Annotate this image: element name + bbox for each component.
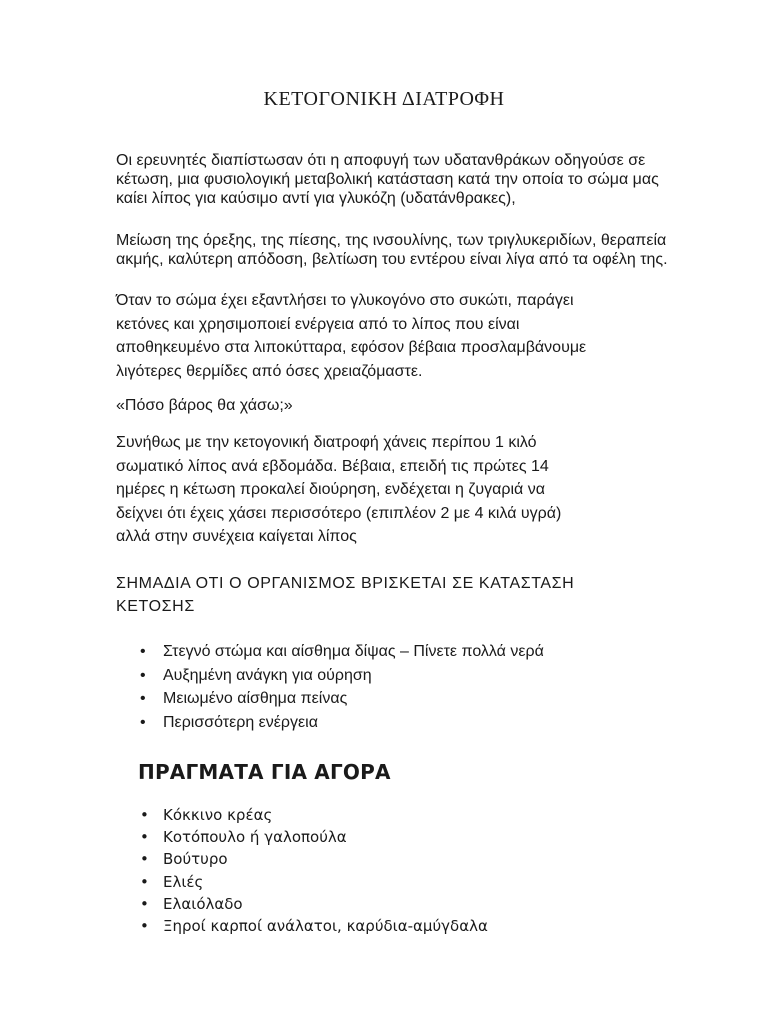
- heading-line: ΚΕΤΟΣΗΣ: [116, 598, 195, 615]
- list-item: • Ξηροί καρποί ανάλατοι, καρύδια-αμύγδαλα: [116, 915, 488, 937]
- page-title: ΚΕΤΟΓΟΝΙΚΗ ΔΙΑΤΡΟΦΗ: [263, 88, 505, 110]
- text-line: ημέρες η κέτωση προκαλεί διούρηση, ενδέχεται η ζυγαριά να: [116, 481, 545, 498]
- list-item: • Μειωμένο αίσθημα πείνας: [116, 687, 544, 711]
- answer-paragraph: [116, 431, 736, 549]
- signs-list: [116, 640, 544, 734]
- list-item: • Ελιές: [116, 871, 488, 893]
- heading-line: ΣΗΜΑΔΙΑ ΟΤΙ Ο ΟΡΓΑΝΙΣΜΟΣ ΒΡΙΣΚΕΤΑΙ ΣΕ ΚΑΤΑΣΤΑΣΗ: [116, 575, 575, 592]
- text-line: αλλά στην συνέχεια καίγεται λίπος: [116, 528, 357, 545]
- text-line: ακμής, καλύτερη απόδοση, βελτίωση του εντέρου είναι λίγα από τα οφέλη της.: [116, 251, 668, 268]
- benefits-paragraph: [116, 231, 756, 269]
- list-item: • Κοτόπουλο ή γαλοπούλα: [116, 826, 488, 848]
- list-item: • Ελαιόλαδο: [116, 893, 488, 915]
- intro-paragraph: [116, 151, 756, 208]
- text-line: αποθηκευμένο στα λιποκύτταρα, εφόσον βέβαια προσλαμβάνουμε: [116, 339, 587, 356]
- list-item: • Περισσότερη ενέργεια: [116, 711, 544, 735]
- list-item: • Στεγνό στώμα και αίσθημα δίψας – Πίνετε πολλά νερά: [116, 640, 544, 664]
- question-quote: «Πόσο βάρος θα χάσω;»: [116, 397, 293, 414]
- shopping-list: [116, 804, 488, 937]
- text-line: Οι ερευνητές διαπίστωσαν ότι η αποφυγή των υδατανθράκων οδηγούσε σε: [116, 152, 646, 169]
- list-item: • Αυξημένη ανάγκη για ούρηση: [116, 664, 544, 688]
- text-line: κετόνες και χρησιμοποιεί ενέργεια από το λίπος που είναι: [116, 315, 520, 333]
- shopping-heading: ΠΡΑΓΜΑΤΑ ΓΙΑ ΑΓΟΡΑ: [138, 760, 391, 784]
- list-item: • Κόκκινο κρέας: [116, 804, 488, 826]
- text-line: σωματικό λίπος ανά εβδομάδα. Βέβαια, επειδή τις πρώτες 14: [116, 457, 549, 475]
- signs-heading: [116, 572, 676, 618]
- ketosis-paragraph: [116, 289, 736, 383]
- text-line: Συνήθως με την κετογονική διατροφή χάνεις περίπου 1 κιλό: [116, 434, 537, 451]
- text-line: Μείωση της όρεξης, της πίεσης, της ινσουλίνης, των τριγλυκεριδίων, θεραπεία: [116, 232, 667, 249]
- list-item: • Βούτυρο: [116, 848, 488, 870]
- text-line: δείχνει ότι έχεις χάσει περισσότερο (επιπλέον 2 με 4 κιλά υγρά): [116, 504, 562, 522]
- text-line: Όταν το σώμα έχει εξαντλήσει το γλυκογόνο στο συκώτι, παράγει: [116, 292, 574, 309]
- text-line: λιγότερες θερμίδες από όσες χρειαζόμαστε.: [116, 362, 423, 380]
- text-line: καίει λίπος για καύσιμο αντί για γλυκόζη (υδατάνθρακες),: [116, 190, 516, 207]
- text-line: κέτωση, μια φυσιολογική μεταβολική κατάσταση κατά την οποία το σώμα μας: [116, 171, 659, 188]
